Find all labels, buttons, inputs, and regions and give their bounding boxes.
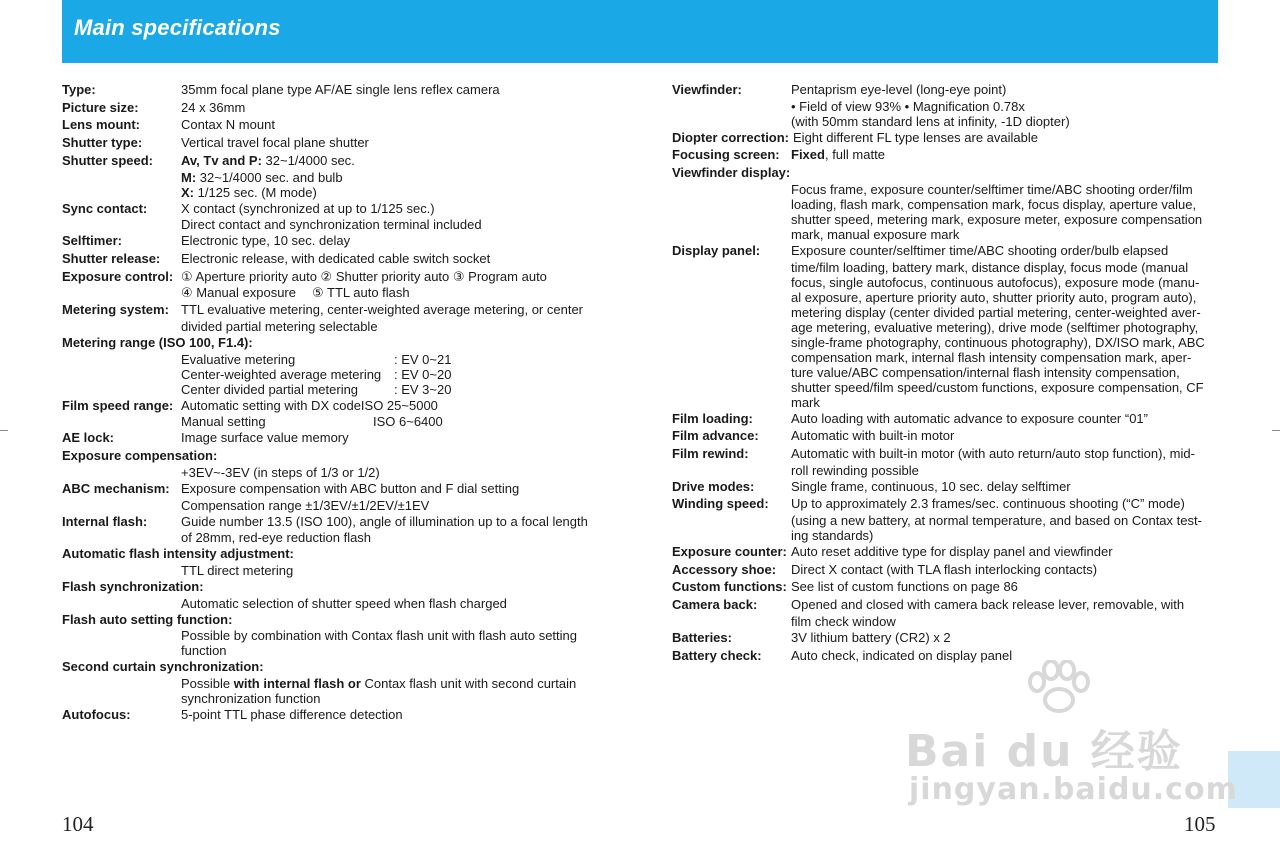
- spec-line: mark: [791, 394, 820, 410]
- spec-line: film check window: [791, 613, 896, 629]
- spec-row-internal-flash: Internal flash: Guide number 13.5 (ISO 100), angle of illumination up to a focal length: [62, 513, 588, 529]
- spec-line: roll rewinding possible: [791, 462, 919, 478]
- spec-line: Manual setting ISO 6~6400: [181, 414, 443, 430]
- spec-row-lens-mount: Lens mount: Contax N mount: [62, 117, 275, 133]
- spec-line: synchronization function: [181, 691, 321, 707]
- spec-line: loading, flash mark, compensation mark, focus display, aperture value,: [791, 196, 1197, 212]
- crop-mark-left: [0, 430, 8, 431]
- spec-row-winding-speed: Winding speed: Up to approximately 2.3 frames/sec. continuous shooting (“C” mode): [672, 496, 1185, 512]
- spec-row-shutter-type: Shutter type: Vertical travel focal plane shutter: [62, 135, 369, 151]
- spec-row-diopter: Diopter correction: Eight different FL type lenses are available: [672, 129, 1038, 145]
- spec-line: function: [181, 643, 227, 659]
- page-title: Main specifications: [74, 15, 281, 40]
- spec-line: ing standards): [791, 528, 874, 544]
- spec-line: • Field of view 93% • Magnification 0.78x: [791, 98, 1025, 114]
- spec-row-shutter-release: Shutter release: Electronic release, with dedicated cable switch socket: [62, 250, 491, 266]
- spec-line: Direct contact and synchronization terminal included: [181, 217, 482, 233]
- spec-row-film-advance: Film advance: Automatic with built-in motor: [672, 428, 955, 444]
- spec-row-focusing-screen: Focusing screen: Fixed, full matte: [672, 147, 885, 163]
- spec-row-shutter-speed: Shutter speed: Av, Tv and P: 32~1/4000 sec.: [62, 152, 355, 168]
- spec-row-vf-display: Viewfinder display:: [672, 165, 791, 181]
- spec-line: ④ Manual exposure ⑤ TTL auto flash: [181, 285, 410, 301]
- spec-line: single-frame photography, continuous photography), DX/ISO mark, ABC: [791, 334, 1205, 350]
- spec-row-exposure-counter: Exposure counter: Auto reset additive type for display panel and viewfinder: [672, 544, 1113, 560]
- spec-line: Focus frame, exposure counter/selftimer time/ABC shooting order/film: [791, 181, 1193, 197]
- spec-line: al exposure, aperture priority auto, shutter priority auto, program auto),: [791, 289, 1197, 305]
- spec-row-abc: ABC mechanism: Exposure compensation with ABC button and F dial setting: [62, 480, 520, 496]
- spec-row-viewfinder: Viewfinder: Pentaprism eye-level (long-eye point): [672, 82, 1007, 97]
- spec-line: age metering, evaluative metering), drive mode (selftimer photography,: [791, 319, 1199, 335]
- spec-line: ture value/ABC compensation/internal flash intensity compensation,: [791, 364, 1180, 380]
- spec-row-exposure-control: Exposure control: ① Aperture priority auto ② Shutter priority auto ③ Program auto: [62, 268, 547, 284]
- spec-row-display-panel: Display panel: Exposure counter/selftimer time/ABC shooting order/bulb elapsed: [672, 242, 1169, 258]
- spec-line: focus, single autofocus, continuous autofocus), exposure mode (manu-: [791, 274, 1200, 290]
- header-bar: [62, 0, 1218, 63]
- spec-row-type: Type: 35mm focal plane type AF/AE single lens reflex camera: [62, 82, 500, 97]
- spec-row-metering-range: Metering range (ISO 100, F1.4):: [62, 335, 253, 351]
- spec-line: metering display (center divided partial metering, center-weighted aver-: [791, 304, 1201, 320]
- spec-line: Possible by combination with Contax flash unit with flash auto setting: [181, 628, 577, 644]
- spec-row-flash-auto: Flash auto setting function:: [62, 611, 233, 627]
- spec-line: +3EV~-3EV (in steps of 1/3 or 1/2): [181, 464, 380, 480]
- spec-line: mark, manual exposure mark: [791, 226, 960, 242]
- spec-row-sync-contact: Sync contact: X contact (synchronized at up to 1/125 sec.): [62, 200, 435, 216]
- spec-line: (with 50mm standard lens at infinity, -1D diopter): [791, 113, 1070, 129]
- spec-row-film-speed: Film speed range: Automatic setting with DX codeISO 25~5000: [62, 397, 438, 413]
- spec-line: Possible with internal flash or Contax flash unit with second curtain: [181, 676, 577, 692]
- watermark-url: jingyan.baidu.com: [909, 772, 1238, 807]
- spec-line: compensation mark, internal flash intensity compensation mark, aper-: [791, 349, 1192, 365]
- spec-row-autofocus: Autofocus: 5-point TTL phase difference detection: [62, 707, 403, 723]
- metering-range-row: Center-weighted average metering : EV 0~20: [181, 366, 452, 382]
- spec-row-picture-size: Picture size: 24 x 36mm: [62, 99, 246, 115]
- spec-row-accessory-shoe: Accessory shoe: Direct X contact (with TLA flash interlocking contacts): [672, 561, 1098, 577]
- spec-line: M: 32~1/4000 sec. and bulb: [181, 169, 343, 185]
- spec-line: X: 1/125 sec. (M mode): [181, 184, 317, 200]
- right-spec-column: [672, 81, 1222, 664]
- spec-row-batteries: Batteries: 3V lithium battery (CR2) x 2: [672, 629, 951, 645]
- spec-row-custom-functions: Custom functions: See list of custom functions on page 86: [672, 579, 1018, 595]
- spec-line: shutter speed, metering mark, exposure meter, exposure compensation: [791, 211, 1203, 227]
- spec-line: Compensation range ±1/3EV/±1/2EV/±1EV: [181, 497, 430, 513]
- spec-line: of 28mm, red-eye reduction flash: [181, 530, 372, 546]
- paw-icon: [1023, 660, 1093, 715]
- spec-row-exposure-comp: Exposure compensation:: [62, 448, 218, 464]
- spec-row-camera-back: Camera back: Opened and closed with camera back release lever, removable, with: [672, 597, 1185, 613]
- spec-line: time/film loading, battery mark, distance display, focus mode (manual: [791, 259, 1189, 275]
- spec-row-metering-system: Metering system: TTL evaluative metering, center-weighted average metering, or center: [62, 302, 583, 318]
- spec-row-battery-check: Battery check: Auto check, indicated on display panel: [672, 647, 1013, 663]
- spec-row-selftimer: Selftimer: Electronic type, 10 sec. delay: [62, 233, 351, 249]
- spec-line: Automatic selection of shutter speed when flash charged: [181, 595, 507, 611]
- spec-line: TTL direct metering: [181, 562, 294, 578]
- spec-row-second-curtain: Second curtain synchronization:: [62, 659, 264, 675]
- page-number-left: 104: [62, 812, 94, 836]
- spec-row-drive-modes: Drive modes: Single frame, continuous, 10 sec. delay selftimer: [672, 478, 1071, 494]
- watermark: [905, 660, 1238, 810]
- spec-row-auto-flash-adj: Automatic flash intensity adjustment:: [62, 546, 294, 562]
- watermark-logo: Bai du 经验: [905, 726, 1183, 777]
- spec-row-film-rewind: Film rewind: Automatic with built-in motor (with auto return/auto stop function), mid-: [672, 445, 1195, 461]
- metering-range-row: Evaluative metering : EV 0~21: [181, 351, 452, 367]
- spec-row-flash-sync: Flash synchronization:: [62, 578, 204, 594]
- spec-line: (using a new battery, at normal temperature, and based on Contax test-: [791, 513, 1202, 529]
- crop-mark-right: [1272, 430, 1280, 431]
- spec-row-film-loading: Film loading: Auto loading with automatic advance to exposure counter “01”: [672, 410, 1148, 426]
- spec-line: divided partial metering selectable: [181, 319, 378, 335]
- spec-row-ae-lock: AE lock: Image surface value memory: [62, 430, 349, 446]
- left-spec-column: [62, 81, 622, 724]
- metering-range-row: Center divided partial metering : EV 3~20: [181, 381, 452, 397]
- page-number-right: 105: [1184, 812, 1216, 836]
- spec-line: shutter speed/film speed/custom functions, exposure compensation, CF: [791, 379, 1204, 395]
